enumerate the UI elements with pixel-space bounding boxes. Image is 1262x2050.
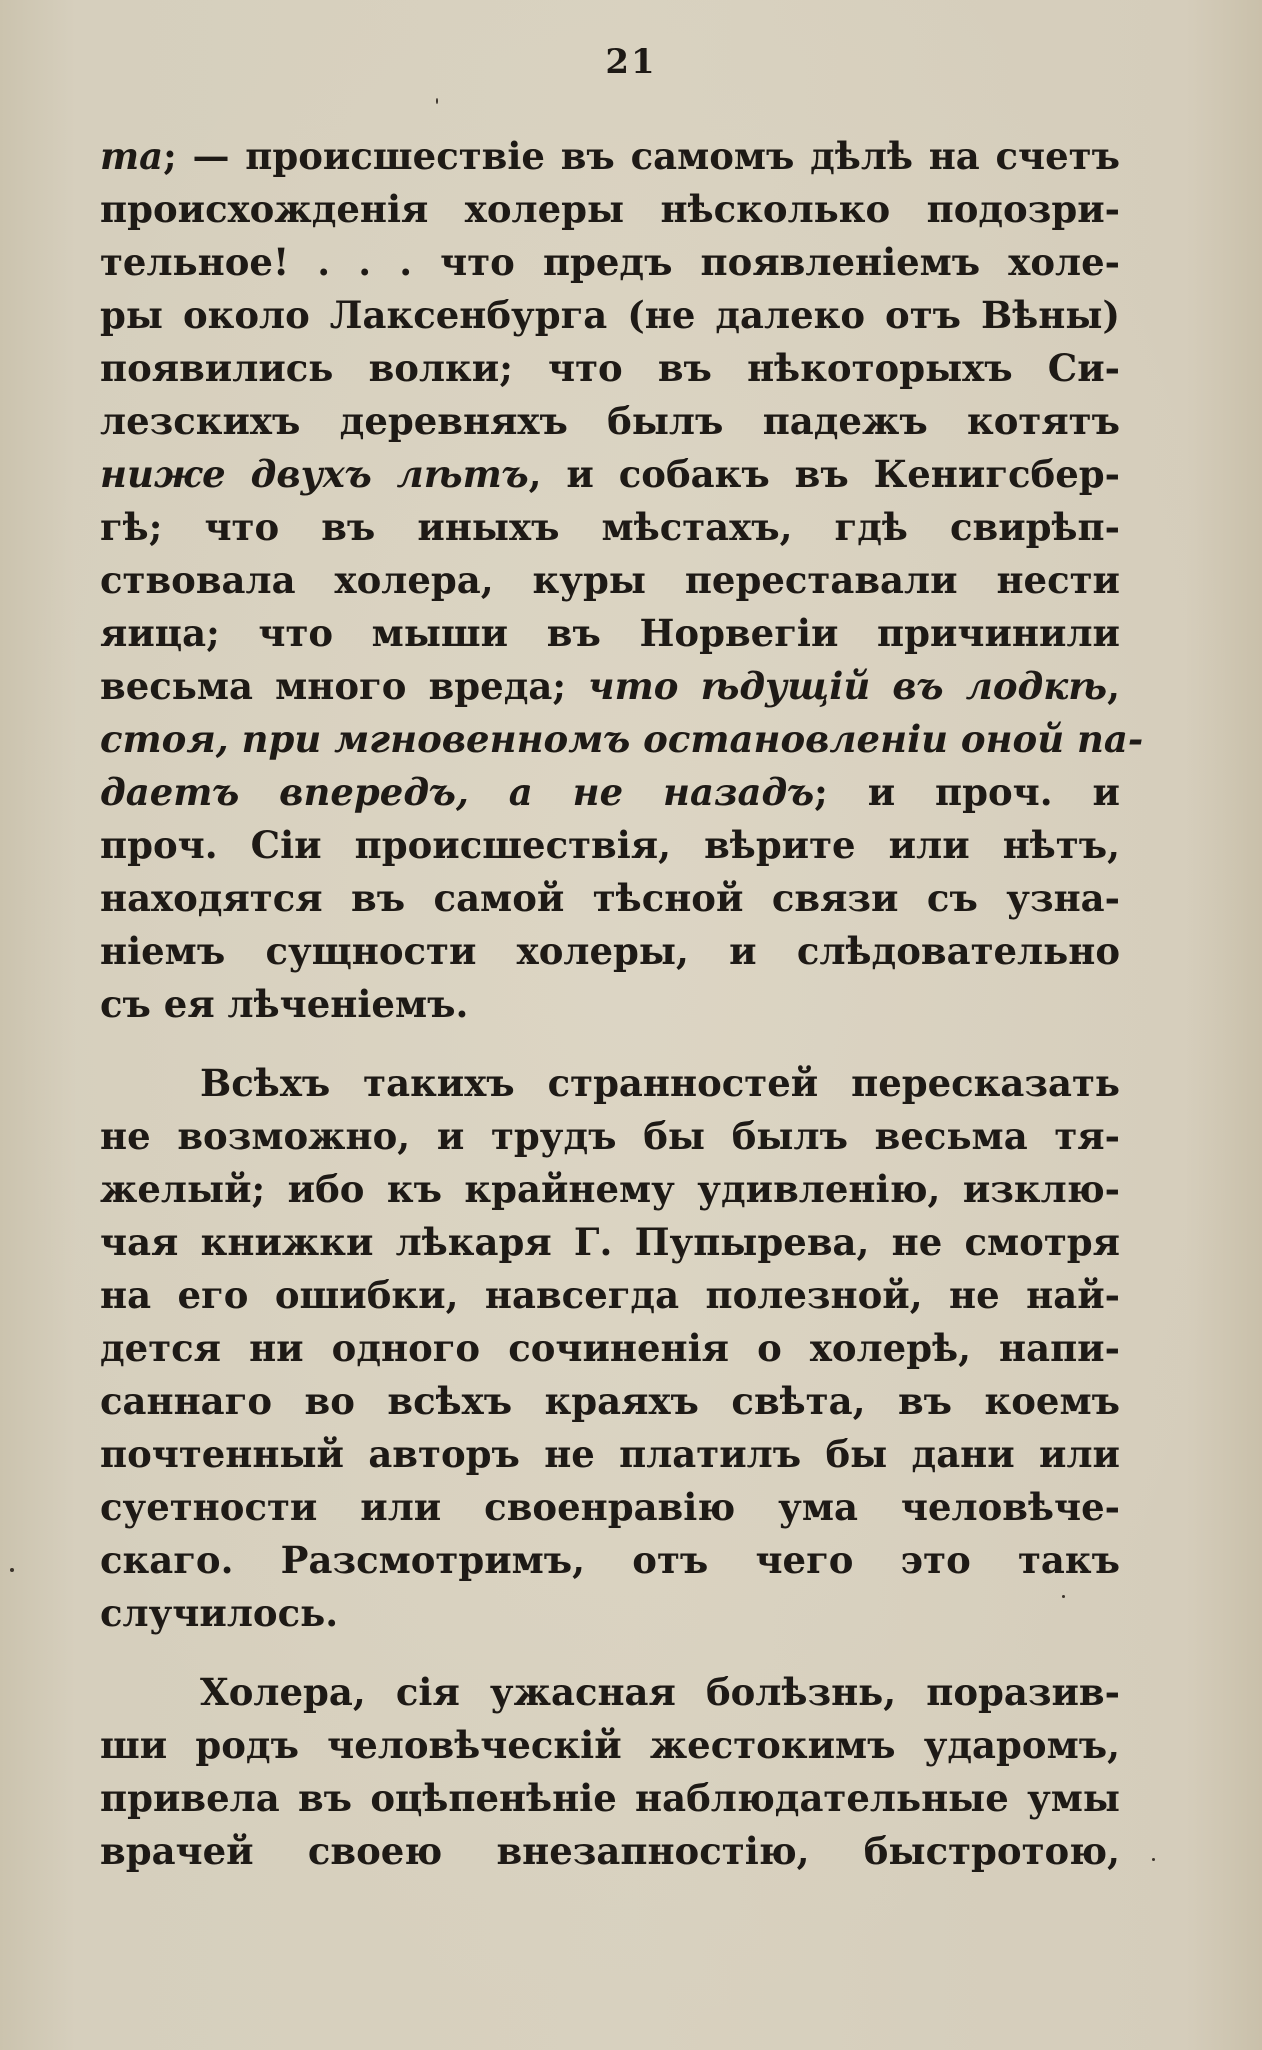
text-line: тельное! . . . что предъ появленіемъ холе- [100,240,1120,284]
text-fragment: , [1107,664,1120,708]
paper-speck [1062,1595,1065,1598]
text-line: проч. Сіи происшествія, вѣрите или нѣтъ, [100,823,1120,867]
text-line: яица; что мыши въ Норвегіи причинили [100,611,1120,655]
text-line: лезскихъ деревняхъ былъ падежъ котятъ [100,399,1120,443]
text-line: дется ни одного сочиненія о холерѣ, напи- [100,1326,1120,1370]
text-line [100,764,1120,820]
text-line-italic: стоя, при мгновенномъ остановленіи оной па- [100,717,1144,761]
text-line: Всѣхъ такихъ странностей пересказать [200,1061,1120,1105]
text-line: ши родъ человѣческій жестокимъ ударомъ, [100,1723,1120,1767]
text-line: почтенный авторъ не платилъ бы дани или [100,1432,1120,1476]
text-line: скаго. Разсмотримъ, отъ чего это такъ [100,1538,1120,1582]
italic-fragment: ниже двухъ лѣтъ [100,452,529,496]
text-line: гѣ; что въ иныхъ мѣстахъ, гдѣ свирѣп- [100,505,1120,549]
paper-speck [436,98,438,104]
text-line: желый; ибо къ крайнему удивленію, изклю- [100,1167,1120,1211]
text-line: саннаго во всѣхъ краяхъ свѣта, въ коемъ [100,1379,1120,1423]
text-line: происхожденія холеры нѣсколько подозри- [100,187,1120,231]
text-line [100,446,1120,502]
text-line: врачей своею внезапностію, быстротою, [100,1829,1120,1873]
text-line: ствовала холера, куры переставали нести [100,558,1120,602]
text-line: не возможно, и трудъ бы былъ весьма тя- [100,1114,1120,1158]
text-line: ры около Лаксенбурга (не далеко отъ Вѣны) [100,293,1120,337]
text-line: случилось. [100,1591,339,1635]
text-line: появились волки; что въ нѣкоторыхъ Си- [100,346,1120,390]
text-line: Холера, сія ужасная болѣзнь, поразив- [200,1670,1120,1714]
italic-fragment: даетъ впередъ, а не назадъ [100,770,815,814]
italic-fragment: та [100,134,164,178]
paper-speck [1152,1858,1155,1861]
text-line: ніемъ сущности холеры, и слѣдовательно [100,929,1120,973]
text-line: на его ошибки, навсегда полезной, не най- [100,1273,1120,1317]
text-line: съ ея лѣченіемъ. [100,982,469,1026]
text-fragment: весьма много вреда; [100,664,589,708]
text-line: находятся въ самой тѣсной связи съ узна- [100,876,1120,920]
page-number: 21 [605,42,657,82]
italic-fragment: что ѣдущій въ лодкѣ [588,664,1108,708]
text-fragment: , и собакъ въ Кенигсбер- [528,452,1120,496]
text-line: привела въ оцѣпенѣніе наблюдательные умы [100,1776,1120,1820]
paper-speck [10,1568,14,1572]
text-line [100,658,1120,714]
text-line [100,128,1120,184]
text-fragment: ; — происшествіе въ самомъ дѣлѣ на счетъ [163,134,1120,178]
text-line: чая книжки лѣкаря Г. Пупырева, не смотря [100,1220,1120,1264]
text-fragment: ; и проч. и [814,770,1120,814]
text-line: суетности или своенравію ума человѣче- [100,1485,1120,1529]
